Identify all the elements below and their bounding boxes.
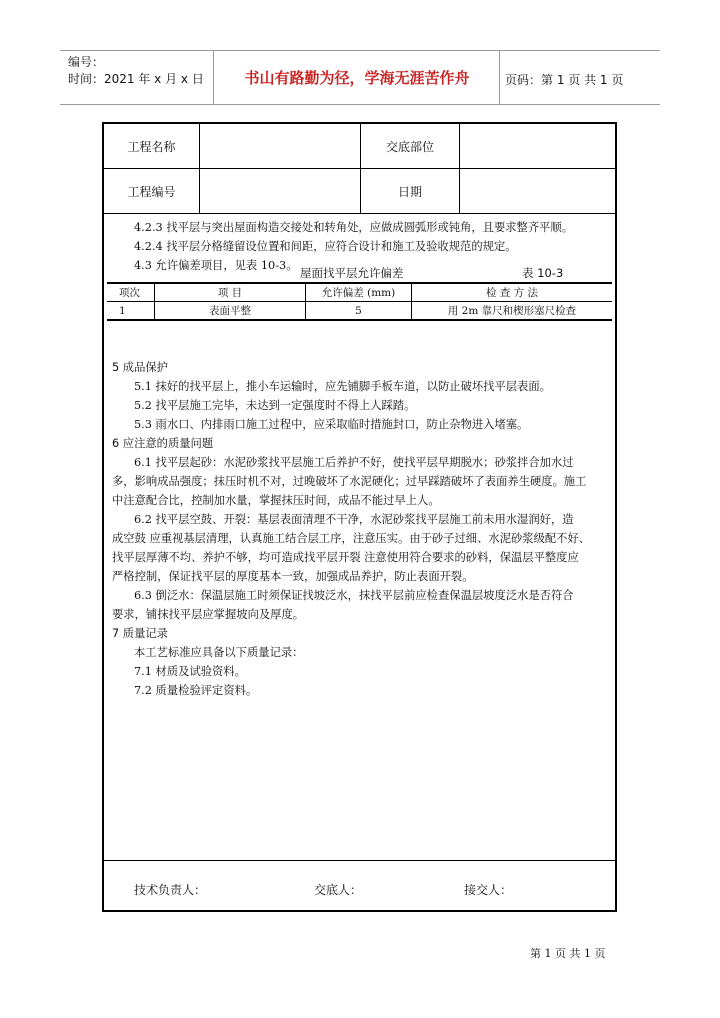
- project-number-label: 工程编号: [104, 169, 200, 214]
- row-tolerance: 5: [306, 302, 412, 321]
- clause-4-3: 4.3 允许偏差项目，见表 10-3。: [134, 259, 298, 272]
- header-cell-method: 检 查 方 法: [412, 283, 613, 302]
- section-6-heading: 6 应注意的质量问题: [112, 437, 214, 450]
- clause-7-2: 7.2 质量检验评定资料。: [134, 684, 258, 697]
- clause-5-3: 5.3 雨水口、内排雨口施工过程中，应采取临时措施封口，防止杂物进入堵塞。: [134, 418, 529, 431]
- header-cell-index: 项次: [107, 283, 155, 302]
- clause-5-2: 5.2 找平层施工完毕，未达到一定强度时不得上人踩踏。: [134, 399, 416, 412]
- clause-6-3-line-2: 要求，铺抹找平层应掌握坡向及厚度。: [112, 608, 305, 621]
- tolerance-table: [107, 282, 612, 321]
- document-date: 时间：2021 年 x 月 x 日: [68, 72, 204, 86]
- clause-4-2-4: 4.2.4 找平层分格缝留设位置和间距，应符合设计和施工及验收规范的规定。: [134, 240, 517, 253]
- clause-6-2-line-2: 成空鼓 应重视基层清理，认真施工结合层工序，注意压实。由于砂子过细、水泥砂浆级配不好、: [112, 532, 591, 545]
- clause-6-1-line-2: 多，影响成品强度；抹压时机不对，过晚破坏了水泥硬化；过早踩踏破坏了表面养生硬度。施工: [112, 475, 587, 488]
- clause-4-2-3: 4.2.3 找平层与突出屋面构造交接处和转角处，应做成圆弧形或钝角，且要求整齐平顺。: [134, 221, 574, 234]
- project-name-value: [200, 124, 361, 169]
- disclosure-form: [102, 122, 617, 912]
- row-index: 1: [107, 302, 155, 321]
- handover-part-value: [460, 124, 616, 169]
- table-row: [107, 302, 612, 321]
- tech-lead-signature-label: 技术负责人：: [134, 883, 207, 897]
- header-page-number: 页码：第 1 页 共 1 页: [505, 73, 624, 87]
- header-cell-item: 项 目: [155, 283, 306, 302]
- page-header: [60, 50, 660, 105]
- handover-part-label: 交底部位: [361, 124, 460, 169]
- project-number-value: [200, 169, 361, 214]
- receiver-signature-label: 接交人：: [464, 883, 513, 897]
- clause-6-1-line-1: 6.1 找平层起砂：水泥砂浆找平层施工后养护不好，使找平层早期脱水；砂浆拌合加水过: [134, 456, 574, 469]
- row-item: 表面平整: [155, 302, 306, 321]
- header-meta: [68, 54, 204, 88]
- table-header-row: [107, 283, 612, 302]
- table-number: 表 10-3: [522, 266, 564, 280]
- header-divider: [499, 51, 500, 104]
- clause-6-1-line-3: 中注意配合比，控制加水量，掌握抹压时间，成品不能过早上人。: [112, 494, 440, 507]
- page-footer: 第 1 页 共 1 页: [530, 947, 606, 960]
- section-5-heading: 5 成品保护: [112, 361, 168, 374]
- table-title: 屋面找平层允许偏差: [300, 266, 404, 280]
- project-name-label: 工程名称: [104, 124, 200, 169]
- header-motto: 书山有路勤为径，学海无涯苦作舟: [244, 69, 470, 87]
- header-divider: [213, 51, 214, 104]
- clause-6-2-line-1: 6.2 找平层空鼓、开裂：基层表面清理不干净，水泥砂浆找平层施工前未用水湿润好，造: [134, 513, 574, 526]
- section-7-heading: 7 质量记录: [112, 627, 168, 640]
- project-info-table: [104, 124, 615, 214]
- clause-7-1: 7.1 材质及试验资料。: [134, 665, 246, 678]
- signature-row: [104, 860, 615, 913]
- date-value: [460, 169, 616, 214]
- clause-6-2-line-3: 找平层厚薄不均、养护不够，均可造成找平层开裂 注意使用符合要求的砂料，保温层平整度应: [112, 551, 579, 564]
- row-method: 用 2m 靠尺和楔形塞尺检查: [412, 302, 613, 321]
- clause-6-3-line-1: 6.3 倒泛水：保温层施工时须保证找坡泛水，抹找平层前应检查保温层坡度泛水是否符合: [134, 589, 574, 602]
- header-cell-tolerance: 允许偏差 (mm): [306, 283, 412, 302]
- clause-5-1: 5.1 抹好的找平层上，推小车运输时，应先铺脚手板车道，以防止破坏找平层表面。: [134, 380, 551, 393]
- clause-7-intro: 本工艺标准应具备以下质量记录：: [134, 646, 304, 659]
- document-number: 编号：: [68, 55, 105, 69]
- date-label: 日期: [361, 169, 460, 214]
- clause-6-2-line-4: 严格控制，保证找平层的厚度基本一致，加强成品养护，防止表面开裂。: [112, 570, 474, 583]
- handover-signature-label: 交底人：: [314, 883, 363, 897]
